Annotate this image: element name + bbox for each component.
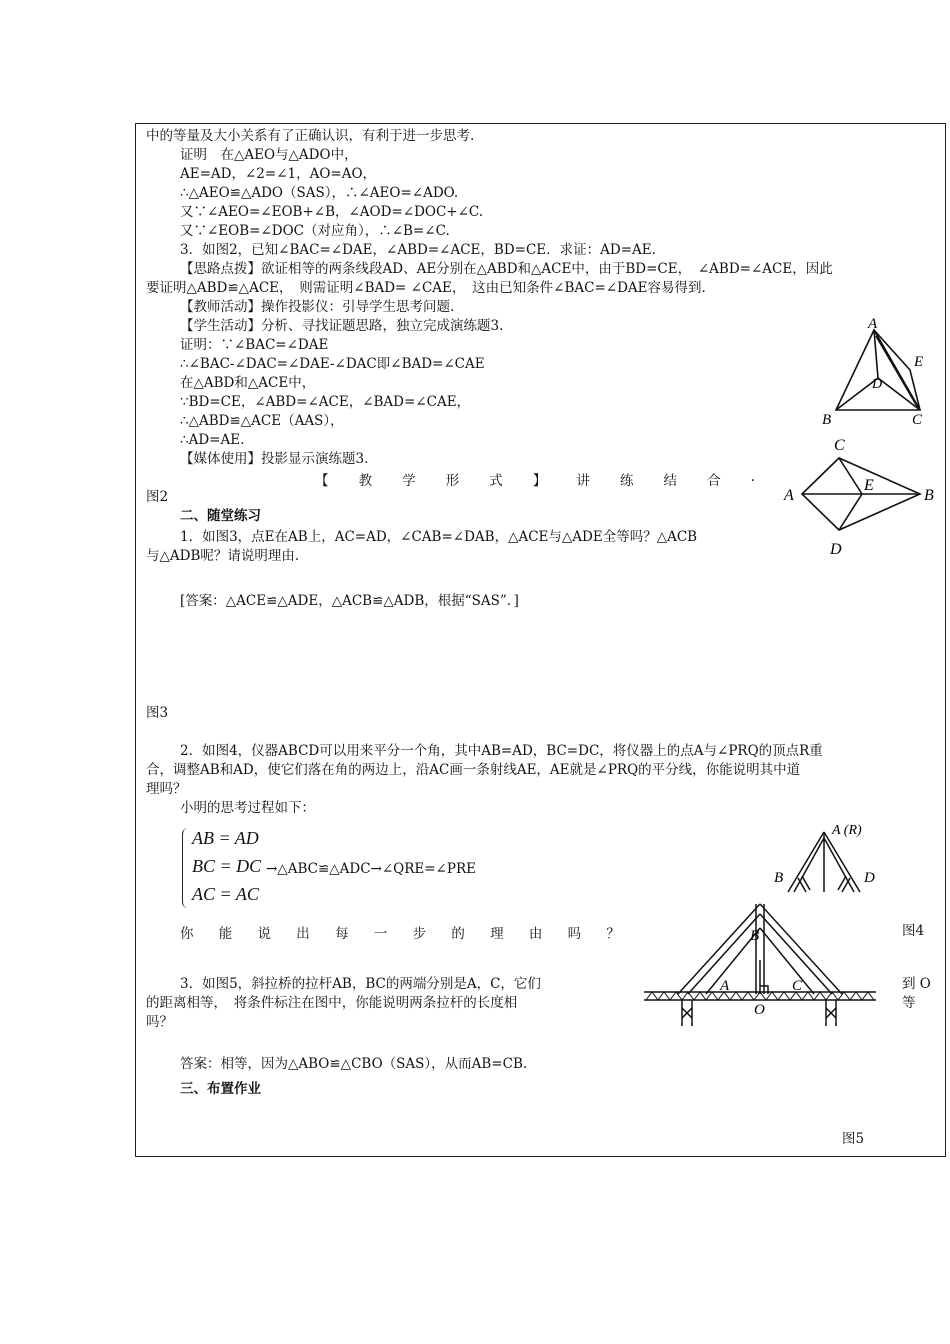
text-line: 的距离相等， 将条件标注在图中，你能说明两条拉杆的长度相 [146,995,518,1011]
text-line: ∴∠BAC-∠DAC=∠DAE-∠DAC即∠BAD=∠CAE [180,356,485,372]
text-line: 合，调整AB和AD，使它们落在角的两边上，沿AC画一条射线AE，AE就是∠PRQ的平分线，你能说明其中道 [146,762,801,778]
point-label: D [830,541,842,558]
figure-3 [782,434,942,564]
equation: AB = AD [192,828,259,848]
text-line: 中的等量及大小关系有了正确认识，有利于进一步思考. [146,128,475,144]
figure-caption: 图4 [902,923,925,939]
point-label: E [864,477,874,494]
text-line: 吗？ [146,1014,173,1030]
point-label: E [914,354,924,370]
hatch-stroke [730,992,742,1000]
answer-line: 答案：相等，因为△ABO≌△CBO（SAS），从而AB=CB. [180,1056,528,1072]
point-label: O [754,1002,765,1018]
point-label: A (R) [832,823,862,838]
text-line: 与△ADB呢？请说明理由. [146,548,300,564]
text-line: AE=AD，∠2=∠1，AO=AO， [180,166,377,182]
equation: AC = AC [192,884,259,904]
hatch-stroke [646,992,658,1000]
figure-caption: 图2 [146,489,169,505]
text-line: 3．如图5，斜拉桥的拉杆AB，BC的两端分别是A，C，它们 [180,976,541,992]
teaching-form-line: 【 教 学 形 式 】 讲 练 结 合 . [315,469,755,489]
point-label: B [750,928,760,944]
section-heading: 二、随堂练习 [180,508,261,524]
figure-4 [770,818,890,894]
hatch-stroke [814,992,826,1000]
text-line: 1．如图3，点E在AB上，AC=AD，∠CAB=∠DAB，△ACE与△ADE全等吗？△ACB [180,529,698,545]
text-line: 在△ABD和△ACE中， [180,375,316,391]
equation: BC = DC [192,856,262,876]
text-line: ∵BD=CE，∠ABD=∠ACE，∠BAD=∠CAE， [180,394,471,410]
text-line: 到 O [902,976,931,992]
point-label: D [864,870,875,886]
point-label: B [774,870,784,886]
text-line: 又∵∠AEO=∠EOB+∠B，∠AOD=∠DOC+∠C. [180,204,484,220]
text-line: 【思路点拨】欲证相等的两条线段AD、AE分别在△ABD和△ACE中，由于BD=CE， ∠ABD=∠ACE，因此 [180,261,833,277]
hatch-stroke [742,992,754,1000]
answer-line: [答案：△ACE≌△ADE，△ACB≌△ADB，根据“SAS”．] [180,593,519,609]
text-line: 证明 在△AEO与△ADO中， [180,147,358,163]
point-label: A [868,316,878,332]
equation-brace [182,828,191,908]
hatch-stroke [862,992,874,1000]
question-line: 你 能 说 出 每 一 步 的 理 由 吗 ？ [180,926,620,942]
point-label: B [924,487,934,504]
text-line: ∴△ABD≌△ACE（AAS）， [180,413,344,429]
text-line: 2．如图4，仪器ABCD可以用来平分一个角，其中AB=AD，BC=DC，将仪器上的点A与∠PRQ的顶点R重 [180,743,823,759]
figure-caption: 图3 [146,705,169,721]
point-label: A [784,487,794,504]
point-label: A [720,978,730,994]
point-label: D [872,377,883,392]
reasoning-chain: →△ABC≌△ADC→∠QRE=∠PRE [266,861,476,877]
text-line: 【媒体使用】投影显示演练题3. [180,451,369,467]
section-heading: 三、布置作业 [180,1081,261,1097]
point-label: C [912,412,923,428]
text-line: 要证明△ABD≌△ACE， 则需证明∠BAD= ∠CAE， 这由已知条件∠BAC=∠DAE容易得到. [146,280,706,296]
hatch-stroke [706,992,718,1000]
hatch-stroke [658,992,670,1000]
figure-5 [640,900,880,1030]
hatch-stroke [838,992,850,1000]
text-line: 等 [902,995,916,1011]
text-line: ∴AD=AE. [180,432,245,448]
text-line: 【学生活动】分析、寻找证题思路，独立完成演练题3. [180,318,504,334]
point-label: C [834,437,845,454]
text-line: 证明：∵∠BAC=∠DAE [180,337,329,353]
figure-2 [818,316,930,428]
hatch-stroke [670,992,682,1000]
point-label: C [792,978,803,994]
text-line: 【教师活动】操作投影仪：引导学生思考问题. [180,299,455,315]
point-label: B [822,412,832,428]
text-line: 理吗？ [146,781,187,797]
text-line: 小明的思考过程如下： [180,800,315,816]
hatch-stroke [778,992,790,1000]
hatch-stroke [694,992,706,1000]
text-line: 又∵∠EOB=∠DOC（对应角），∴∠B=∠C. [180,223,450,239]
problem-3: 3．如图2，已知∠BAC=∠DAE，∠ABD=∠ACE，BD=CE．求证：AD=AE. [180,242,656,258]
hatch-stroke [802,992,814,1000]
figure-caption: 图5 [842,1131,865,1147]
text-line: ∴△AEO≌△ADO（SAS），∴∠AEO=∠ADO. [180,185,459,201]
hatch-stroke [850,992,862,1000]
